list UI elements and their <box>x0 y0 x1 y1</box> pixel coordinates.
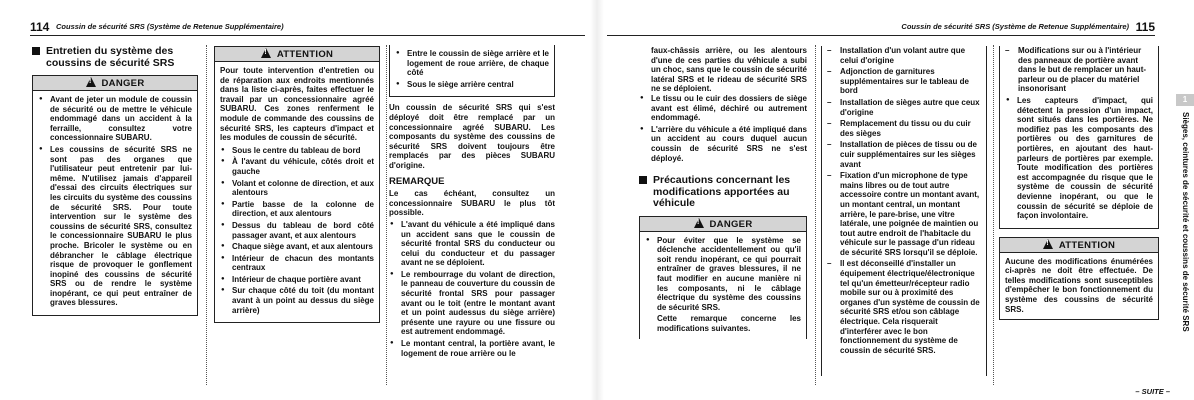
continued-text: faux-châssis arrière, ou les alentours d'une de ces parties du véhicule a subi un choc, sans que le coussin de sécurité latéral SRS et le rideau de sécurité SRS ne se déploient. <box>651 46 807 94</box>
right-page <box>597 0 1194 400</box>
remarque-heading: REMARQUE <box>389 175 445 187</box>
section-title: Précautions concernant les modifications apportées au véhicule <box>639 175 807 210</box>
attention-header: !ATTENTION <box>215 47 379 62</box>
warning-triangle-icon <box>694 218 704 228</box>
danger-box <box>639 216 807 339</box>
replacement-paragraph: Un coussin de sécurité SRS qui s'est déployé doit être remplacé par un concessionnaire agréé SUBARU. Les composants du système des coussins de sécurité SRS doivent toujours être remplacés par des pièces SUBARU d'origine. <box>389 103 555 170</box>
chapter-tab: 1 <box>1176 94 1194 106</box>
attention-box <box>214 46 380 323</box>
section-title: Entretien du système des coussins de sécurité SRS <box>32 46 198 69</box>
list-item: – Modifications sur ou à l'intérieur des panneaux de portière avant dans le but de remplacer un haut-parleur ou de placer du matériel insonorisant <box>1005 46 1153 94</box>
attention-header: !ATTENTION <box>1000 238 1158 253</box>
page-number: 115 <box>1135 20 1155 35</box>
list-item: ● Volant et colonne de direction, et aux alentours <box>220 179 374 198</box>
warning-triangle-icon <box>86 77 96 87</box>
right-col-1 <box>639 46 807 339</box>
danger-box-end <box>999 46 1159 229</box>
list-item: ● Entre le coussin de siège arrière et le logement de roue arrière, de chaque côté <box>395 49 549 78</box>
list-item: ● Sous le siège arrière central <box>395 80 549 90</box>
left-page-header <box>30 22 585 36</box>
list-item: ● Dessus du tableau de bord côté passager avant, et aux alentours <box>220 221 374 240</box>
remarque-intro: Le cas échéant, consultez un concessionnaire SUBARU le plus tôt possible. <box>389 189 555 218</box>
left-col-3 <box>389 45 555 360</box>
list-item: ● Les coussins de sécurité SRS ne sont pas des organes que l'utilisateur peut entretenir par lui-même. N'utilisez jamais d'appareil d'essai des circuits électriques sur les circuits du système des coussins de sécurité SRS. Pour toute intervention sur le système des coussins de sécurité SRS, consultez le concessionnaire SUBARU le plus proche. Bricoler le système ou en débrancher le câblage électrique risque de provoquer le gonflement inopiné des coussins de sécurité SRS ou de rendre le système inopérant, ce qui peut entraîner de graves blessures. <box>38 145 192 308</box>
running-title: Coussin de sécurité SRS (Système de Retenue Supplémentaire) <box>56 22 284 32</box>
attention-box-continued <box>389 45 555 97</box>
list-item: – Adjonction de garnitures supplémentaires sur le tableau de bord <box>827 67 981 96</box>
side-title: Sièges, ceintures de sécurité et coussins de sécurité SRS <box>1181 112 1190 332</box>
left-col-2 <box>214 46 380 323</box>
list-item: – Fixation d'un microphone de type mains libres ou de tout autre accessoire contre un montant avant, un montant central, un montant arrière, le pare-brise, une vitre latérale, une poignée de maintien ou tout autre endroit de l'habitacle du véhicule sur le passage d'un rideau de sécurité SRS lorsqu'il se déploie. <box>827 171 981 257</box>
danger-header: !DANGER <box>33 76 197 91</box>
list-item: ● Partie basse de la colonne de direction, et aux alentours <box>220 200 374 219</box>
list-item: ● Sur chaque côté du toit (du montant avant à un point au dessus du siège arrière) <box>220 286 374 315</box>
list-item: ● L'arrière du véhicule a été impliqué dans un accident au cours duquel aucun coussin de sécurité SRS ne s'est déployé. <box>639 125 807 163</box>
list-item: ● Intérieur de chacun des montants centraux <box>220 254 374 273</box>
danger-header: !DANGER <box>640 217 806 232</box>
list-item: ● Avant de jeter un module de coussin de sécurité ou de mettre le véhicule endommagé dans un accident à la ferraille, consultez votre concessionnaire SUBARU. <box>38 95 192 143</box>
list-item: – Il est déconseillé d'installer un équipement électrique/électronique tel qu'un émetteur/récepteur radio mobile sur ou à proximité des organes d'un système de coussin de sécurité SRS et/ou son câblage électrique. Cela risquerait d'interférer avec le bon fonctionnement du système de coussin de sécurité SRS. <box>827 259 981 355</box>
danger-box-continued <box>821 46 987 376</box>
right-col-2 <box>821 46 987 376</box>
right-col-3 <box>999 46 1159 320</box>
right-page-header <box>607 22 1155 36</box>
list-item: ● Les capteurs d'impact, qui détectent la pression d'un impact, sont situés dans les portières. Ne modifiez pas les composants des portières ou des garnitures de portières, en ajoutant des haut-parleurs de portières par exemple. Toute modification des portières est accompagnée du risque que le système de coussin de sécurité devienne inopérant, ou que le coussin de sécurité se déploie de façon involontaire. <box>1005 96 1153 221</box>
square-bullet-icon <box>639 176 647 184</box>
attention-text: Aucune des modifications énumérées ci-après ne doit être effectuée. De telles modifications sont susceptibles d'empêcher le bon fonctionnement du système des coussins de sécurité SRS. <box>1005 256 1153 314</box>
attention-intro: Pour toute intervention d'entretien ou de réparation aux endroits mentionnés dans la liste ci-après, faites effectuer le travail par un concessionnaire agréé SUBARU. Ces zones renferment le module de commande des coussins de sécurité SRS, les capteurs d'impact et les modules de coussin de sécurité. <box>220 66 374 143</box>
list-item: ● Intérieur de chaque portière avant <box>220 275 374 285</box>
attention-box <box>999 237 1159 321</box>
list-item: ● Le montant central, la portière avant, le logement de roue arrière ou le <box>389 339 555 358</box>
list-item: ● Le tissu ou le cuir des dossiers de siège avant est élimé, déchiré ou autrement endommagé. <box>639 94 807 123</box>
continued-footer: – SUITE – <box>1135 387 1170 397</box>
list-item: ● Sous le centre du tableau de bord <box>220 146 374 156</box>
list-item: – Installation d'un volant autre que celui d'origine <box>827 46 981 65</box>
danger-box <box>32 75 198 316</box>
list-item: – Remplacement du tissu ou du cuir des sièges <box>827 119 981 138</box>
list-item: ● Chaque siège avant, et aux alentours <box>220 242 374 252</box>
left-col-1 <box>32 46 198 316</box>
list-item: ● À l'avant du véhicule, côtés droit et gauche <box>220 157 374 176</box>
warning-triangle-icon <box>1043 239 1053 249</box>
warning-triangle-icon <box>261 48 271 58</box>
list-item: ● Le rembourrage du volant de direction, le panneau de couverture du coussin de sécurité frontal SRS pour passager avant ou le toit (entre le montant avant et un point audessus du siège arrière) présente une rayure ou une fissure ou est autrement endommagé. <box>389 270 555 337</box>
square-bullet-icon <box>32 47 40 55</box>
danger-note: Cette remarque concerne les modifications suivantes. <box>657 314 801 333</box>
list-item: ● Pour éviter que le système se déclenche accidentellement ou qu'il soit rendu inopérant, ce qui pourrait entraîner de graves blessures, il ne faut modifier en aucune manière ni les composants, ni le câblage électrique du système des coussins de sécurité SRS. <box>645 236 801 313</box>
list-item: ● L'avant du véhicule a été impliqué dans un accident sans que le coussin de sécurité frontal SRS du conducteur ou celui du conducteur et du passager avant ne se déploient. <box>389 220 555 268</box>
page-number: 114 <box>30 20 50 35</box>
list-item: – Installation de pièces de tissu ou de cuir supplémentaires sur les sièges avant <box>827 140 981 169</box>
running-title: Coussin de sécurité SRS (Système de Retenue Supplémentaire) <box>901 22 1129 32</box>
list-item: – Installation de sièges autre que ceux d'origine <box>827 98 981 117</box>
